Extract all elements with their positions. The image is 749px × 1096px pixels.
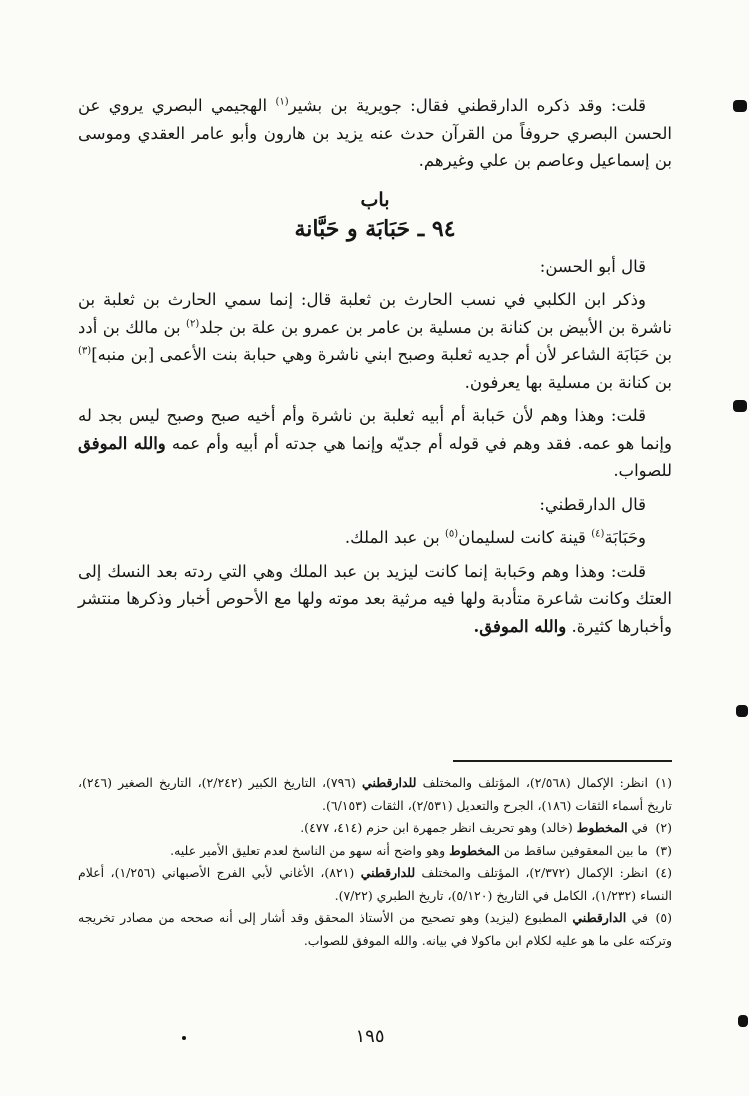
footnote-separator xyxy=(453,760,672,762)
p1-text: قلت: وقد ذكره الدارقطني فقال: جويرية بن بشير xyxy=(288,96,646,115)
footnote-ref-1[interactable]: (١) xyxy=(275,96,289,108)
margin-mark xyxy=(182,1036,186,1040)
footnote-text: ما بين المعقوفين ساقط من xyxy=(499,842,648,858)
footnote-1 xyxy=(78,772,672,817)
footnote-5 xyxy=(78,907,672,952)
margin-mark xyxy=(736,705,748,717)
bab-heading: باب xyxy=(360,188,390,211)
paragraph-6 xyxy=(78,524,672,552)
p3-b: بن مالك بن أدد بن حَبَابَة الشاعر لأن أم جديه ثعلبة وصبح ابني ناشرة وهي حبابة بنت الأعمى [بن منبه] xyxy=(78,317,672,364)
p1-rest: الهجيمي البصري يروي عن الحسن البصري حروفاً من القرآن حدث عنه يزيد بن هارون وأبو عامر العقدي وموسى بن إسماعيل وعاصم بن علي وغيرهم. xyxy=(78,96,672,170)
paragraph-7 xyxy=(78,558,672,641)
paragraph-5: قال الدارقطني: xyxy=(539,494,646,514)
footnotes xyxy=(78,772,672,952)
footnote-ref-3[interactable]: (٣) xyxy=(78,345,92,357)
footnote-2 xyxy=(78,817,672,840)
footnote-text: في xyxy=(626,910,649,925)
p4-a: قلت: وهذا وهم لأن حَبابة أم أبيه ثعلبة بن ناشرة وأم أخيه صبح وصبح ليس بجد له وإنما هو عمه. فقد وهم في قوله أم جديّه وإنما هي جدته أم أبيه وأم عمه xyxy=(78,406,672,453)
footnote-bold: الدارقطني xyxy=(572,910,627,925)
p6-b: قينة كانت لسليمان xyxy=(458,528,592,547)
footnote-4 xyxy=(78,862,672,907)
p3-a: وذكر ابن الكلبي في نسب الحارث بن ثعلبة قال: إنما سمي الحارث بن ثعلبة بن ناشرة بن الأبيض بن كنانة بن مسلية بن عامر بن عمرو بن علة بن جلد xyxy=(78,290,672,337)
footnote-ref-4[interactable]: (٤) xyxy=(591,528,605,540)
p3-c: بن كنانة بن مسلية بها يعرفون. xyxy=(464,372,672,392)
footnote-text-rest: (خالد) وهو تحريف انظر جمهرة ابن حزم (٤١٤، ٤٧٧). xyxy=(300,820,577,835)
footnote-text-rest: المطبوع (ليزيد) وهو تصحيح من الأستاذ المحقق وقد أشار إلى أنه صححه من مصادر تخريجه وتركته على ما هو عليه لكلام ابن ماكولا في بيانه. والله الموفق للصواب. xyxy=(78,910,672,948)
p6-a: وحَبَابَة xyxy=(604,528,646,547)
p4-bold: والله الموفق xyxy=(78,433,166,453)
footnote-text-rest: (٨٢١)، الأغاني لأبي الفرج الأصبهاني (١/٢٥٦)، أعلام النساء (١/٢٣٢)، الكامل في التاريخ (٥/١٢٠)، تاريخ الطبري (٧/٢٢). xyxy=(78,865,672,903)
chapter-heading: ٩٤ ـ حَبَابَة و حَبَّانة xyxy=(294,215,456,242)
page-number: ١٩٥ xyxy=(355,1026,385,1047)
footnote-text: انظر: الإكمال (٢/٣٧٢)، المؤتلف والمختلف xyxy=(415,865,648,880)
main-text xyxy=(78,92,672,640)
footnote-text-rest: وهو واضح أنه سهو من الناسخ لعدم تعليق الأمير عليه. xyxy=(170,842,450,858)
footnote-text: في xyxy=(627,820,648,835)
footnote-bold: المخطوط xyxy=(576,820,628,835)
footnote-number: (٤) xyxy=(655,865,672,880)
footnote-bold: المخطوط xyxy=(449,842,500,858)
footnote-ref-2[interactable]: (٢) xyxy=(186,318,200,329)
paragraph-4 xyxy=(78,402,672,485)
footnote-number: (٣) xyxy=(655,842,672,858)
footnote-number: (٢) xyxy=(655,820,672,835)
paragraph-2: قال أبو الحسن: xyxy=(539,256,646,276)
margin-mark xyxy=(738,1015,748,1027)
paragraph-3 xyxy=(78,286,672,396)
footnote-bold: للدارقطني xyxy=(360,865,416,880)
p6-c: بن عبد الملك. xyxy=(344,528,446,547)
footnote-ref-5[interactable]: (٥) xyxy=(445,528,459,540)
paragraph-1 xyxy=(78,92,672,175)
footnote-3 xyxy=(78,840,672,863)
footnote-text: انظر: الإكمال (٢/٥٦٨)، المؤتلف والمختلف xyxy=(416,775,648,790)
p7-bold: والله الموفق. xyxy=(473,616,567,636)
footnote-number: (١) xyxy=(655,775,672,790)
p4-b: للصواب. xyxy=(613,461,672,480)
p7-a: قلت: وهذا وهم وحَبابة إنما كانت ليزيد بن عبد الملك وهي التي ردته بعد النسك إلى العتك وكانت شاعرة متأدبة ولها فيه مرثية بعد موته ولها مع الأحوص أخبار وذكرها منتشر وأخبارها كثيرة. xyxy=(78,561,672,636)
margin-mark xyxy=(733,100,747,112)
footnote-bold: للدارقطني xyxy=(362,775,417,790)
footnote-number: (٥) xyxy=(655,910,673,925)
margin-mark xyxy=(733,400,747,412)
footnote-text-rest: (٧٩٦)، التاريخ الكبير (٢/٢٤٢)، التاريخ الصغير (٢٤٦)، تاريخ أسماء الثقات (١٨٦)، الجرح والتعديل (٢/٥٣١)، الثقات (٦/١٥٣). xyxy=(78,775,672,813)
